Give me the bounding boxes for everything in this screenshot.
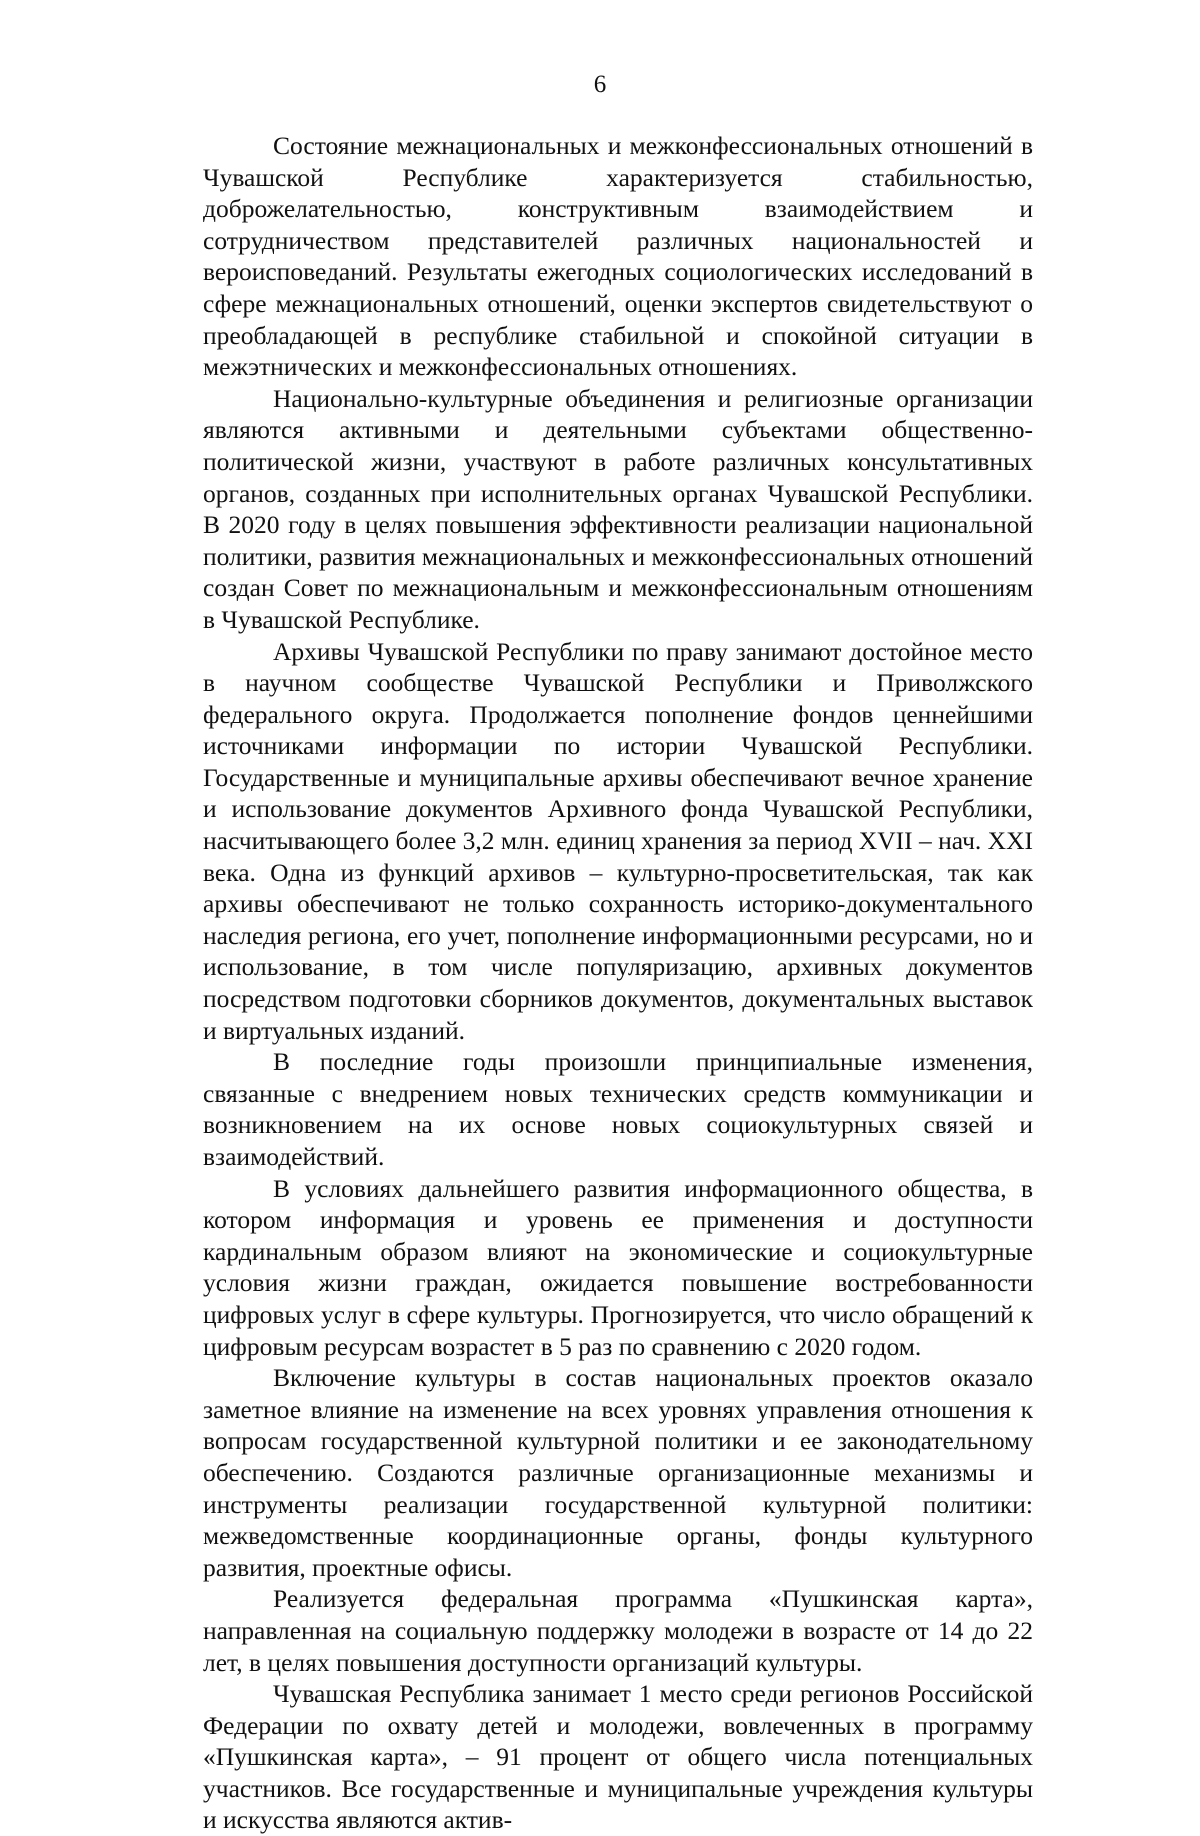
paragraph-technical-changes: В последние годы произошли принципиальные изменения, связанные с внедрением новых технических средств коммуникации и возникновением на их основе новых социокультурных связей и взаимодействий. <box>203 1047 1033 1171</box>
paragraph-information-society: В условиях дальнейшего развития информационного общества, в котором информация и уровень ее применения и доступности кардинальным образом влияют на экономические и социокультурные условия жизни граждан, ожидается повышение востребованности цифровых услуг в сфере культуры. Прогнозируется, что число обращений к цифровым ресурсам возрастет в 5 раз по сравнению с 2020 годом. <box>203 1173 1033 1361</box>
paragraph-national-projects: Включение культуры в состав национальных проектов оказало заметное влияние на изменение на всех уровнях управления отношения к вопросам государственной культурной политики и ее законодательному обеспечению. Создаются различные организационные механизмы и инструменты реализации государственной культурной политики: межведомственные координационные органы, фонды культурного развития, проектные офисы. <box>203 1363 1033 1582</box>
paragraph-pushkin-card-program: Реализуется федеральная программа «Пушкинская карта», направленная на социальную поддержку молодежи в возрасте от 14 до 22 лет, в целях повышения доступности организаций культуры. <box>203 1584 1033 1677</box>
page-number: 6 <box>593 71 607 98</box>
paragraph-national-cultural-associations: Национально-культурные объединения и религиозные организации являются активными и деятельными субъектами общественно-политической жизни, участвуют в работе различных консультативных органов, созданных при исполнительных органах Чувашской Республики. В 2020 году в целях повышения эффективности реализации национальной политики, развития межнациональных и межконфессиональных отношений создан Совет по межнациональным и межконфессиональным отношениям в Чувашской Республике. <box>203 383 1033 634</box>
paragraph-pushkin-card-coverage: Чувашская Республика занимает 1 место среди регионов Российской Федерации по охвату детей и молодежи, вовлеченных в программу «Пушкинская карта», – 91 процент от общего числа потенциальных участников. Все государственные и муниципальные учреждения культуры и искусства являются актив- <box>203 1679 1033 1835</box>
paragraph-archives: Архивы Чувашской Республики по праву занимают достойное место в научном сообществе Чувашской Республики и Приволжского федерального округа. Продолжается пополнение фондов ценнейшими источниками информации по истории Чувашской Республики. Государственные и муниципальные архивы обеспечивают вечное хранение и использование документов Архивного фонда Чувашской Республики, насчитывающего более 3,2 млн. единиц хранения за период XVII – нач. XXI века. Одна из функций архивов – культурно-просветительская, так как архивы обеспечивают не только сохранность историко-документального наследия региона, его учет, пополнение информационными ресурсами, но и использование, в том числе популяризацию, архивных документов посредством подготовки сборников документов, документальных выставок и виртуальных изданий. <box>203 636 1033 1045</box>
paragraph-interethnic-relations: Состояние межнациональных и межконфессиональных отношений в Чувашской Республике характеризуется стабильностью, доброжелательностью, конструктивным взаимодействием и сотрудничеством представителей различных национальностей и вероисповеданий. Результаты ежегодных социологических исследований в сфере межнациональных отношений, оценки экспертов свидетельствуют о преобладающей в республике стабильной и спокойной ситуации в межэтнических и межконфессиональных отношениях. <box>203 131 1033 382</box>
body-text <box>203 130 1033 1836</box>
